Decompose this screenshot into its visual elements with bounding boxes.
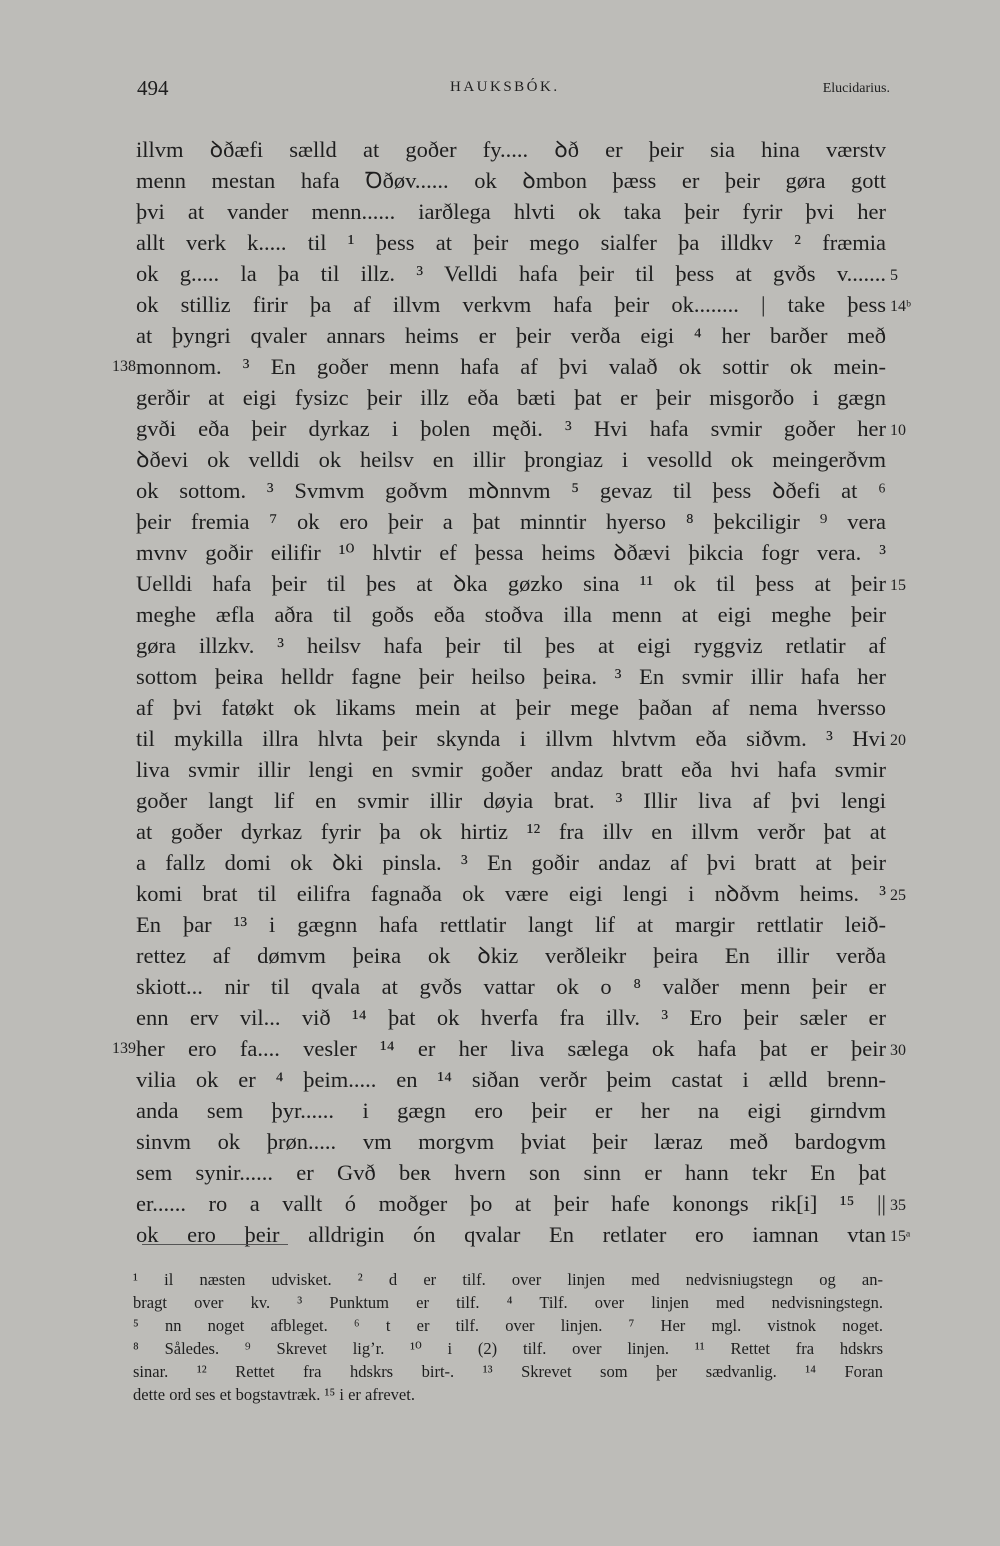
line-text: gvði eða þeir dyrkaz i þolen męði. ³ Hvi hafa svmir goðer her (136, 416, 886, 441)
line-text: menn mestan hafa Ꝺðøv...... ok ꝺmbon þæss er þeir gøra gott (136, 168, 886, 193)
footnotes (0, 1268, 1000, 1406)
line-text: meghe æfla aðra til goðs eða stoðva illa menn at eigi meghe þeir (136, 602, 886, 627)
line-text: komi brat til eilifra fagnaða ok være eigi lengi i nꝺðvm heims. ³ (136, 881, 886, 906)
text-line (0, 692, 1000, 723)
main-text (0, 134, 1000, 1250)
margin-number-right: 15ᵃ (890, 1228, 911, 1245)
text-line (0, 413, 1000, 444)
line-text: til mykilla illra hlvta þeir skynda i illvm hlvtvm eða siðvm. ³ Hvi (136, 726, 886, 751)
line-text: allt verk k..... til ¹ þess at þeir mego sialfer þa illdkv ² fræmia (136, 230, 886, 255)
margin-number-right: 10 (890, 422, 906, 439)
line-text: En þar ¹³ i gægnn hafa rettlatir langt lif at margir rettlatir leið- (136, 912, 886, 937)
footnote-line: ¹ il næsten udvisket. ² d er tilf. over linjen med nedvisniugstegn og an- (133, 1270, 883, 1289)
margin-number-right: 14ᵇ (890, 298, 911, 315)
running-title: HAUKSBÓK. (450, 79, 560, 95)
text-line (0, 630, 1000, 661)
text-line (0, 1095, 1000, 1126)
text-line (0, 1188, 1000, 1219)
line-text: enn erv vil... við ¹⁴ þat ok hverfa fra illv. ³ Ero þeir sæler er (136, 1005, 886, 1030)
text-line (0, 165, 1000, 196)
line-text: liva svmir illir lengi en svmir goðer andaz bratt eða hvi hafa svmir (136, 757, 886, 782)
line-text: þvi at vander menn...... iarðlega hlvti ok taka þeir fyrir þvi her (136, 199, 886, 224)
text-line (0, 506, 1000, 537)
margin-number-right: 5 (890, 267, 898, 284)
line-text: ꝺðevi ok velldi ok heilsv en illir þrongiaz i vesolld ok meingerðvm (136, 447, 886, 472)
line-text: rettez af dømvm þeiʀa ok ꝺkiz verðleikr þeira En illir verða (136, 943, 886, 968)
line-text: þeir fremia ⁷ ok ero þeir a þat minntir hyerso ⁸ þekciligir ⁹ vera (136, 509, 886, 534)
line-text: af þvi fatøkt ok likams mein at þeir mege þaðan af nema hversso (136, 695, 886, 720)
text-line (0, 599, 1000, 630)
line-text: sem synir...... er Gvð beʀ hvern son sinn er hann tekr En þat (136, 1160, 886, 1185)
page-header (0, 76, 1000, 106)
margin-number-right: 25 (890, 887, 906, 904)
line-text: at goðer dyrkaz fyrir þa ok hirtiz ¹² fra illv en illvm verðr þat at (136, 819, 886, 844)
footnote-line: sinar. ¹² Rettet fra hdskrs birt-. ¹³ Skrevet som þer sædvanlig. ¹⁴ Foran (133, 1362, 883, 1381)
text-line (0, 351, 1000, 382)
line-text: monnom. ³ En goðer menn hafa af þvi valað ok sottir ok mein- (136, 354, 886, 379)
footnote-line: bragt over kv. ³ Punktum er tilf. ⁴ Tilf. over linjen med nedvisningstegn. (133, 1293, 883, 1312)
text-line (0, 816, 1000, 847)
footnote-line: dette ord ses et bogstavtræk. ¹⁵ i er afrevet. (133, 1385, 415, 1404)
line-text: her ero fa.... vesler ¹⁴ er her liva sælega ok hafa þat er þeir (136, 1036, 886, 1061)
text-line (0, 196, 1000, 227)
text-line (0, 537, 1000, 568)
line-text: anda sem þyr...... i gægn ero þeir er her na eigi girndvm (136, 1098, 886, 1123)
line-text: er...... ro a vallt ó moðger þo at þeir hafe konongs rik[i] ¹⁵ || (136, 1191, 886, 1216)
text-line (0, 723, 1000, 754)
line-text: gøra illzkv. ³ heilsv hafa þeir til þes at eigi ryggviz retlatir af (136, 633, 886, 658)
text-line (0, 227, 1000, 258)
margin-number-right: 15 (890, 577, 906, 594)
text-line (0, 134, 1000, 165)
line-text: at þyngri qvaler annars heims er þeir verða eigi ⁴ her barðer með (136, 323, 886, 348)
text-line (0, 444, 1000, 475)
footnote-line: ⁵ nn noget afbleget. ⁶ t er tilf. over linjen. ⁷ Her mgl. vistnok noget. (133, 1316, 883, 1335)
line-text: ok sottom. ³ Svmvm goðvm mꝺnnvm ⁵ gevaz til þess ꝺðefi at ⁶ (136, 478, 886, 503)
text-line (0, 289, 1000, 320)
margin-number-right: 20 (890, 732, 906, 749)
line-text: Uelldi hafa þeir til þes at ꝺka gøzko sina ¹¹ ok til þess at þeir (136, 571, 886, 596)
line-text: goðer langt lif en svmir illir døyia brat. ³ Illir liva af þvi lengi (136, 788, 886, 813)
margin-number-left: 138 (112, 358, 136, 375)
text-line (0, 1033, 1000, 1064)
line-text: illvm ꝺðæfi sælld at goðer fy..... ꝺð er þeir sia hina værstv (136, 137, 886, 162)
line-text: sinvm ok þrøn..... vm morgvm þviat þeir læraz með bardogvm (136, 1129, 886, 1154)
text-line (0, 258, 1000, 289)
text-line (0, 382, 1000, 413)
text-line (0, 1064, 1000, 1095)
text-line (0, 1157, 1000, 1188)
line-text: mvnv goðir eilifir ¹⁰ hlvtir ef þessa heims ꝺðævi þikcia fogr vera. ³ (136, 540, 886, 565)
line-text: sottom þeiʀa helldr fagne þeir heilso þeiʀa. ³ En svmir illir hafa her (136, 664, 886, 689)
text-line (0, 1219, 1000, 1250)
text-line (0, 568, 1000, 599)
text-line (0, 878, 1000, 909)
text-line (0, 1002, 1000, 1033)
margin-number-right: 35 (890, 1197, 906, 1214)
section-title: Elucidarius. (822, 81, 890, 96)
text-line (0, 971, 1000, 1002)
text-line (0, 475, 1000, 506)
text-line (0, 754, 1000, 785)
line-text: vilia ok er ⁴ þeim..... en ¹⁴ siðan verðr þeim castat i ælld brenn- (136, 1067, 886, 1092)
line-text: skiott... nir til qvala at gvðs vattar ok o ⁸ valðer menn þeir er (136, 974, 886, 999)
text-line (0, 1126, 1000, 1157)
margin-number-right: 30 (890, 1042, 906, 1059)
text-line (0, 847, 1000, 878)
page-number: 494 (137, 76, 169, 100)
text-line (0, 940, 1000, 971)
line-text: gerðir at eigi fysizc þeir illz eða bæti þat er þeir misgorðo i gægn (136, 385, 886, 410)
line-text: ok stilliz firir þa af illvm verkvm hafa þeir ok........ | take þess (136, 292, 886, 317)
line-text: ok ero þeir alldrigin ón qvalar En retlater ero iamnan vtan (136, 1222, 886, 1247)
footnote-rule (142, 1244, 288, 1245)
text-line (0, 785, 1000, 816)
line-text: ok g..... la þa til illz. ³ Velldi hafa þeir til þess at gvðs v....... (136, 261, 886, 286)
footnote-line: ⁸ Således. ⁹ Skrevet ligʼr. ¹⁰ i (2) tilf. over linjen. ¹¹ Rettet fra hdskrs (133, 1339, 883, 1358)
line-text: a fallz domi ok ꝺki pinsla. ³ En goðir andaz af þvi bratt at þeir (136, 850, 886, 875)
text-line (0, 320, 1000, 351)
margin-number-left: 139 (112, 1040, 136, 1057)
text-line (0, 909, 1000, 940)
text-line (0, 661, 1000, 692)
